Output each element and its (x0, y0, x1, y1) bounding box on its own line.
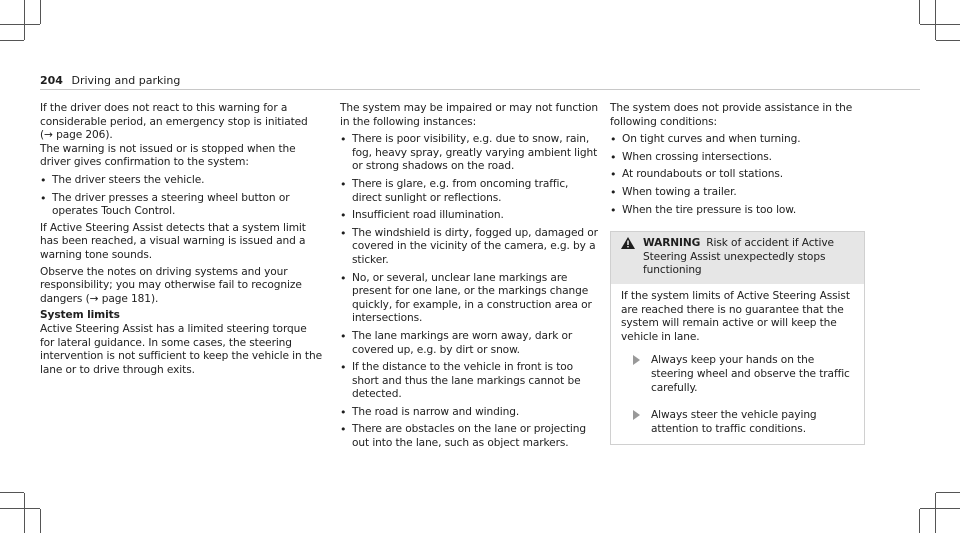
arrow-right-icon (633, 410, 640, 420)
paragraph: If Active Steering Assist detects that a system limit has been reached, a visual warning is issued and a warning tone sounds. (40, 221, 306, 261)
crop-mark (24, 493, 25, 533)
crop-mark (40, 509, 41, 533)
list-item: • The driver steers the vehicle. (40, 173, 205, 187)
arrow-right-icon (633, 355, 640, 365)
list-item: • No, or several, unclear lane markings are present for one lane, or the markings change quickly, for example, in a construction area or intersections. (340, 271, 592, 325)
list-item: • The windshield is dirty, fogged up, damaged or covered in the vicinity of the camera, e.g. by a sticker. (340, 226, 598, 266)
column-middle (340, 102, 600, 454)
bullet-icon: • (610, 185, 617, 199)
list-item: • If the distance to the vehicle in front is too short and thus the lane markings cannot be detected. (340, 361, 581, 401)
list-item: • The lane markings are worn away, dark or covered up, e.g. by dirt or snow. (340, 329, 573, 356)
list-item: • When towing a trailer. (610, 185, 737, 199)
crop-mark (919, 509, 920, 533)
crop-mark (920, 24, 960, 25)
column-right (610, 102, 865, 445)
warning-header (611, 232, 864, 284)
bullet-icon: • (340, 133, 347, 147)
warning-text: Risk of accident if Active Steering Assist unexpectedly stops functioning (643, 237, 834, 277)
paragraph: If the driver does not react to this warning for a considerable period, an emergency stop is initiated (→ page 206). (40, 102, 308, 142)
crop-mark (935, 493, 936, 533)
bullet-icon: • (40, 173, 47, 187)
warning-action: Always keep your hands on the steering wheel and observe the traffic carefully. (621, 354, 856, 395)
crop-mark (40, 0, 41, 24)
crop-mark (0, 24, 40, 25)
list-item: • When crossing intersections. (610, 150, 772, 164)
no-assist-list (610, 133, 865, 217)
section-title: Driving and parking (71, 74, 181, 87)
impairment-list (340, 133, 600, 450)
crop-mark (936, 492, 960, 493)
crop-mark (920, 508, 960, 509)
list-item: • The road is narrow and winding. (340, 405, 520, 419)
crop-mark (935, 0, 936, 40)
list-item: • When the tire pressure is too low. (610, 203, 797, 217)
bullet-icon: • (340, 405, 347, 419)
crop-mark (0, 40, 24, 41)
bullet-icon: • (610, 203, 617, 217)
list-item: • At roundabouts or toll stations. (610, 168, 784, 182)
confirmation-list (40, 174, 322, 219)
bullet-icon: • (340, 209, 347, 223)
crop-mark (936, 40, 960, 41)
bullet-icon: • (340, 271, 347, 285)
bullet-icon: • (610, 150, 617, 164)
warning-title: WARNING (643, 237, 701, 250)
paragraph: The warning is not issued or is stopped when the driver gives confirmation to the system: (40, 142, 296, 169)
crop-mark (0, 492, 24, 493)
list-item: • There are obstacles on the lane or projecting out into the lane, such as object markers. (340, 423, 586, 450)
warning-box (610, 231, 865, 445)
list-item: • On tight curves and when turning. (610, 133, 801, 147)
crop-mark (0, 508, 40, 509)
bullet-icon: • (610, 133, 617, 147)
bullet-icon: • (340, 226, 347, 240)
paragraph: The system may be impaired or may not function in the following instances: (340, 102, 598, 128)
page-header (40, 74, 180, 87)
list-item: • There is glare, e.g. from oncoming traffic, direct sunlight or reflections. (340, 177, 569, 204)
header-divider (40, 89, 920, 90)
column-left (40, 102, 322, 377)
bullet-icon: • (340, 177, 347, 191)
list-item: • There is poor visibility, e.g. due to snow, rain, fog, heavy spray, greatly varying ambient light or strong shadows on the road. (340, 133, 598, 173)
crop-mark (919, 0, 920, 24)
list-item: • Insufficient road illumination. (340, 209, 504, 223)
warning-paragraph: If the system limits of Active Steering Assist are reached there is no guarantee that the system will remain active or will keep the vehicle in lane. (621, 289, 850, 343)
page-number: 204 (40, 74, 63, 87)
bullet-icon: • (340, 361, 347, 375)
warning-action: Always steer the vehicle paying attention to traffic conditions. (621, 409, 856, 436)
paragraph: The system does not provide assistance in the following conditions: (610, 102, 853, 128)
paragraph: Observe the notes on driving systems and your responsibility; you may otherwise fail to recognize dangers (→ page 181). (40, 265, 302, 305)
bullet-icon: • (340, 329, 347, 343)
warning-body (611, 284, 864, 444)
crop-mark (24, 0, 25, 40)
section-heading: System limits (40, 309, 120, 322)
bullet-icon: • (340, 423, 347, 437)
bullet-icon: • (610, 168, 617, 182)
paragraph: Active Steering Assist has a limited steering torque for lateral guidance. In some cases, the steering intervention is not sufficient to keep the vehicle in the lane or to drive through exits. (40, 322, 322, 376)
bullet-icon: • (40, 191, 47, 205)
list-item: • The driver presses a steering wheel button or operates Touch Control. (40, 191, 290, 218)
warning-triangle-icon (621, 237, 635, 249)
